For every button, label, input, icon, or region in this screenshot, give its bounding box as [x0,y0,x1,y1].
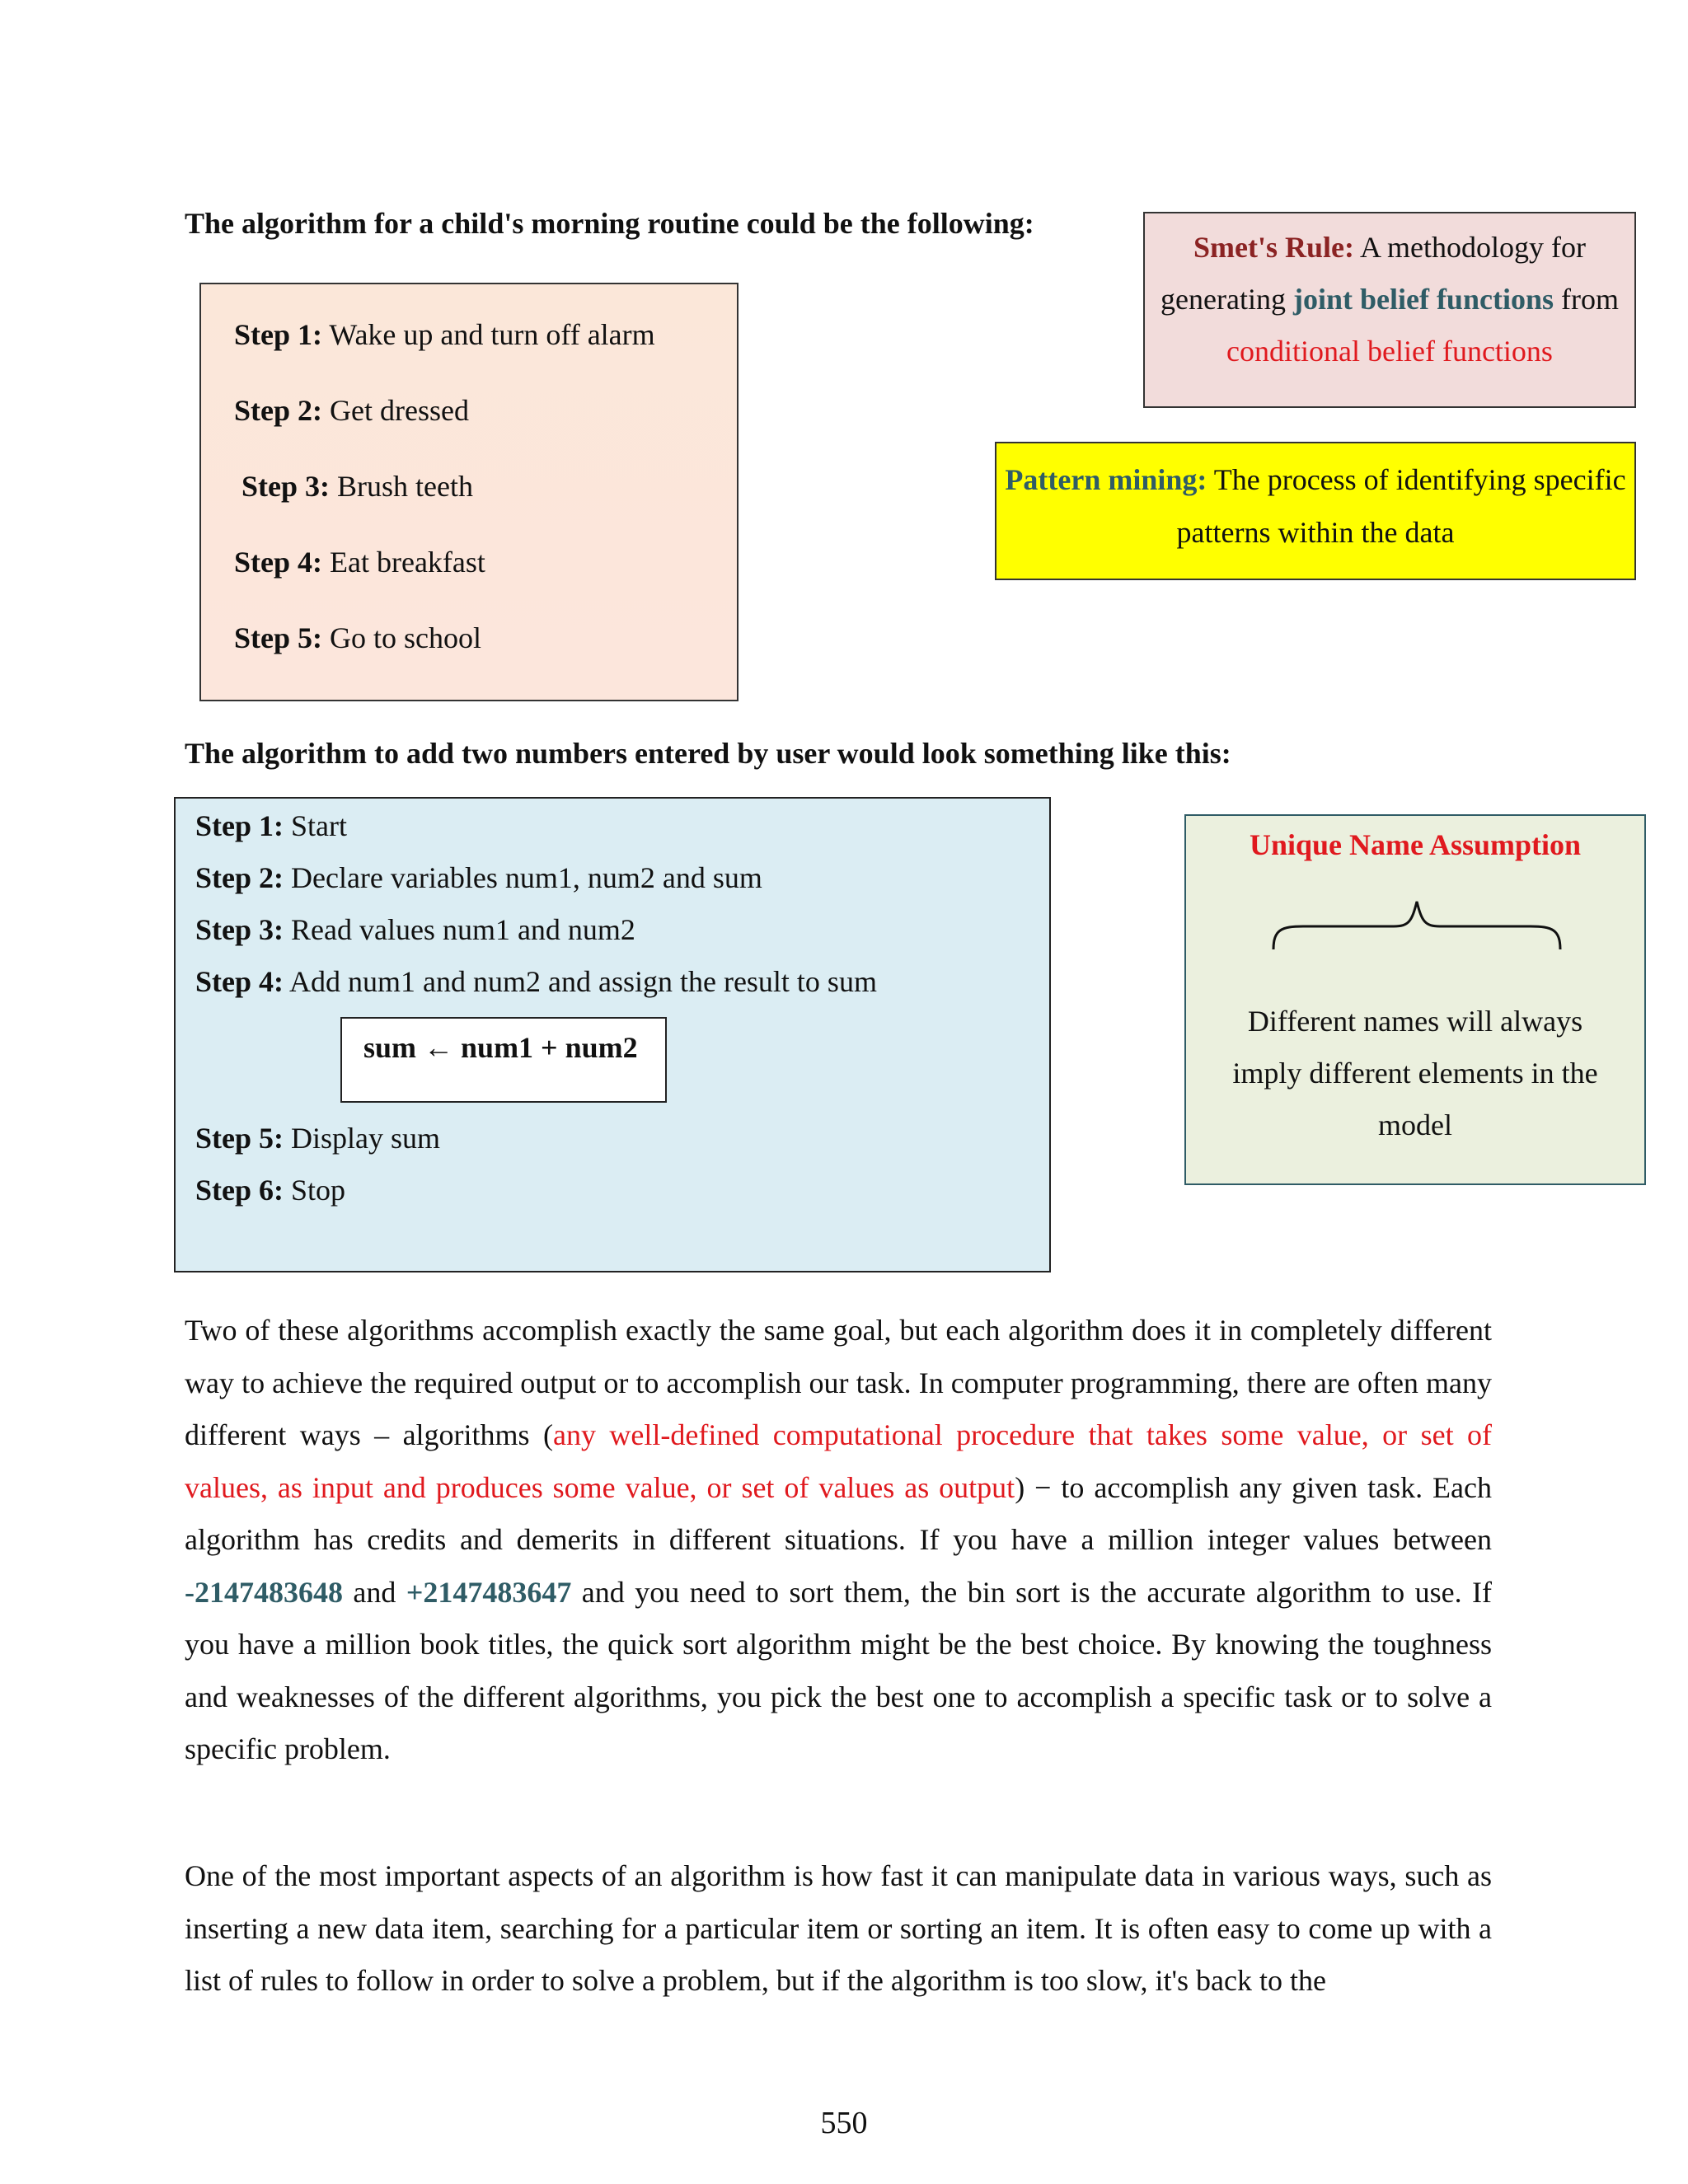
heading-add-numbers: The algorithm to add two numbers entered by user would look something like this: [185,737,1231,770]
formula-box: sum ← num1 + num2 [340,1017,667,1103]
smets-rule-box: Smet's Rule: A methodology for generating joint belief functions from conditional belief functions [1143,212,1636,408]
curly-brace-icon [1270,897,1564,954]
add-step: Step 3: Read values num1 and num2 [195,913,635,946]
una-title: Unique Name Assumption [1249,828,1582,861]
min-int-value: -2147483648 [185,1575,343,1609]
unique-name-assumption-box [1184,814,1646,1185]
add-step: Step 5: Display sum [195,1122,441,1155]
algorithm-definition: any well-defined computational procedure that takes some value, or set of values, as input and produces some value, or set of values as output [185,1418,1493,1504]
morning-step: Step 2: Get dressed [234,394,469,427]
body-paragraph-1: Two of these algorithms accomplish exactly the same goal, but each algorithm does it in completely different way to achieve the required output or to accomplish our task. In computer programming, there are often many different ways – algorithms (any well-defined computational procedure that takes some value, or set of values, as input and produces some value, or set of values as output) − to accomplish any given task. Each algorithm has credits and demerits in different situations. If you have a million integer values between -2147483648 and +2147483647 and you need to sort them, the bin sort is the accurate algorithm to use. If you have a million book titles, the quick sort algorithm might be the best choice. By knowing the toughness and weaknesses of the different algorithms, you pick the best one to accomplish a specific task or to solve a specific problem. [185,1314,1493,1765]
pattern-mining-term: Pattern mining: [1005,463,1207,496]
morning-routine-box [199,283,738,701]
heading-morning-routine: The algorithm for a child's morning routine could be the following: [185,207,1034,240]
add-step: Step 1: Start [195,809,347,842]
smets-rule-term: Smet's Rule: [1193,231,1354,264]
una-description: Different names will always imply different elements in the model [1232,1005,1598,1141]
pattern-mining-box: Pattern mining: The process of identifying specific patterns within the data [995,442,1636,580]
joint-belief-functions: joint belief functions [1292,283,1554,316]
add-step: Step 2: Declare variables num1, num2 and sum [195,861,762,894]
add-numbers-box [174,797,1051,1272]
max-int-value: +2147483647 [406,1575,572,1609]
conditional-belief-functions: conditional belief functions [1226,335,1553,368]
morning-step: Step 3: Brush teeth [241,470,473,503]
morning-step: Step 5: Go to school [234,621,481,654]
add-step: Step 4: Add num1 and num2 and assign the result to sum [195,965,877,998]
morning-step: Step 1: Wake up and turn off alarm [234,318,655,351]
morning-step: Step 4: Eat breakfast [234,546,485,579]
body-paragraph-2: One of the most important aspects of an algorithm is how fast it can manipulate data in various ways, such as inserting a new data item, searching for a particular item or sorting an item. It is often easy to come up with a list of rules to follow in order to solve a problem, but if the algorithm is too slow, it's back to the [185,1859,1492,1997]
page-number: 550 [820,2106,868,2140]
add-step: Step 6: Stop [195,1174,346,1207]
